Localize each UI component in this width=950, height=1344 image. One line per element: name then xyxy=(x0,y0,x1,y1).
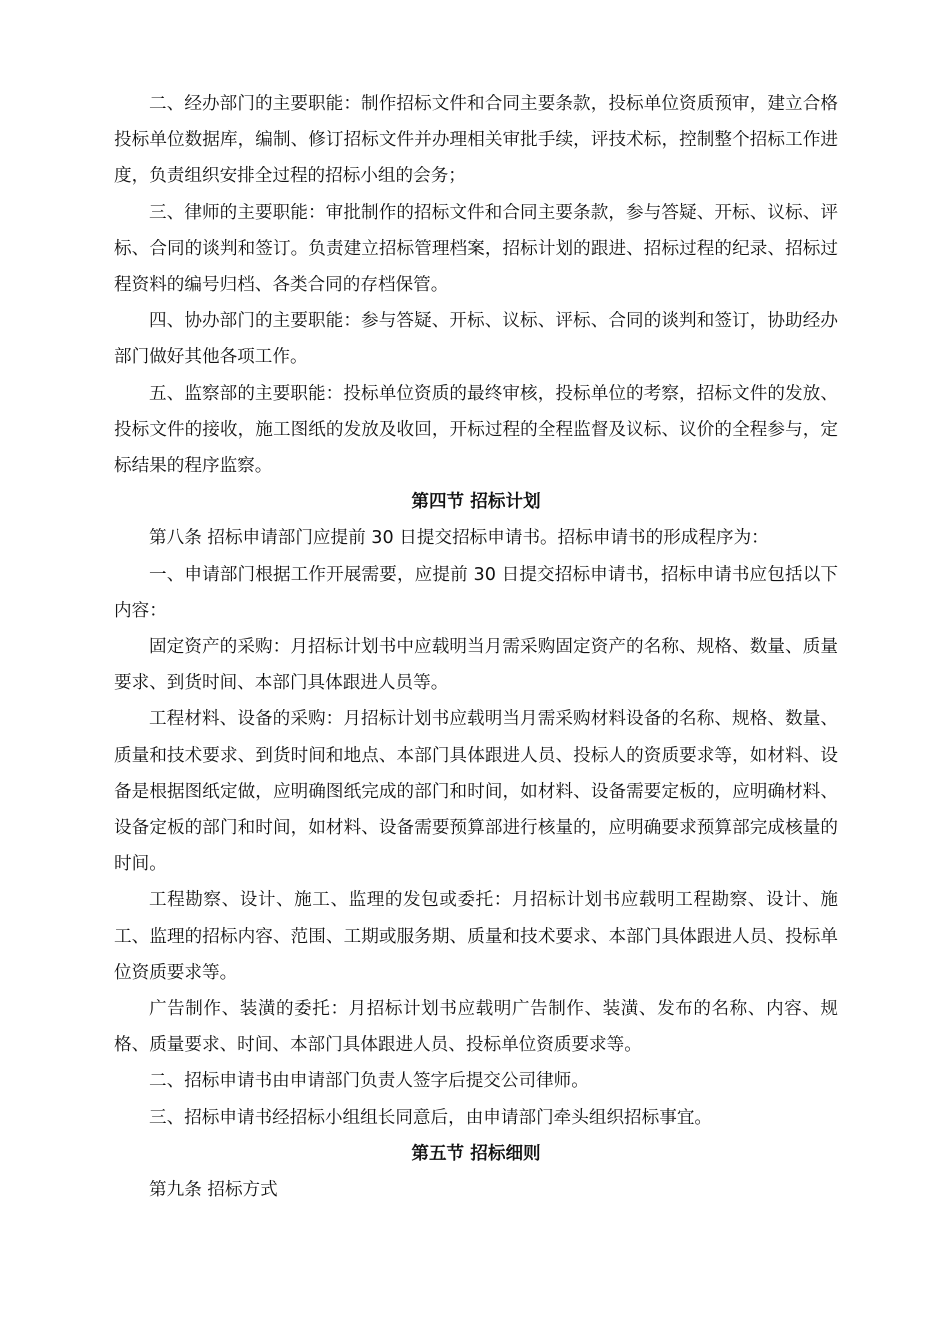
paragraph-organize-bidding: 三、招标申请书经招标小组组长同意后，由申请部门牵头组织招标事宜。 xyxy=(149,1107,713,1128)
section-heading-bidding-plan: 第四节 招标计划 xyxy=(411,492,541,513)
paragraph-fixed-assets: 固定资产的采购：月招标计划书中应载明当月需采购固定资产的名称、规格、数量、质量要求、到货时间、本部门具体跟进人员等。 xyxy=(114,637,838,694)
paragraph-advertising: 广告制作、装潢的委托：月招标计划书应载明广告制作、装潢、发布的名称、内容、规格、质量要求、时间、本部门具体跟进人员、投标单位资质要求等。 xyxy=(114,999,838,1056)
paragraph-engineering-contracting: 工程勘察、设计、施工、监理的发包或委托：月招标计划书应载明工程勘察、设计、施工、监理的招标内容、范围、工期或服务期、质量和技术要求、本部门具体跟进人员、投标单位资质要求等。 xyxy=(114,890,838,983)
paragraph-materials-equipment: 工程材料、设备的采购：月招标计划书应载明当月需采购材料设备的名称、规格、数量、质量和技术要求、到货时间和地点、本部门具体跟进人员、投标人的资质要求等，如材料、设备是根据图纸定做，应明确图纸完成的部门和时间，如材料、设备需要定板的，应明确材料、设备定板的部门和时间，如材料、设备需要预算部进行核量的，应明确要求预算部完成核量的时间。 xyxy=(114,709,838,875)
paragraph-supervision-dept-duties: 五、监察部的主要职能：投标单位资质的最终审核，投标单位的考察，招标文件的发放、投标文件的接收，施工图纸的发放及收回，开标过程的全程监督及议标、议价的全程参与，定标结果的程序监察。 xyxy=(114,383,838,477)
paragraph-signature-submission: 二、招标申请书由申请部门负责人签字后提交公司律师。 xyxy=(149,1071,589,1092)
section-heading-bidding-rules: 第五节 招标细则 xyxy=(411,1143,541,1164)
paragraph-article-9: 第九条 招标方式 xyxy=(149,1180,278,1201)
document-page xyxy=(114,86,838,1208)
paragraph-article-8: 第八条 招标申请部门应提前 30 日提交招标申请书。招标申请书的形成程序为： xyxy=(149,528,769,549)
paragraph-application-contents: 一、申请部门根据工作开展需要，应提前 30 日提交招标申请书，招标申请书应包括以下内容： xyxy=(114,564,838,621)
paragraph-lawyer-duties: 三、律师的主要职能：审批制作的招标文件和合同主要条款，参与答疑、开标、议标、评标、合同的谈判和签订。负责建立招标管理档案，招标计划的跟进、招标过程的纪录、招标过程资料的编号归档、各类合同的存档保管。 xyxy=(114,202,838,296)
paragraph-assisting-dept-duties: 四、协办部门的主要职能：参与答疑、开标、议标、评标、合同的谈判和签订，协助经办部门做好其他各项工作。 xyxy=(114,311,838,368)
paragraph-handling-dept-duties: 二、经办部门的主要职能：制作招标文件和合同主要条款，投标单位资质预审，建立合格投标单位数据库，编制、修订招标文件并办理相关审批手续，评技术标，控制整个招标工作进度，负责组织安排全过程的招标小组的会务； xyxy=(114,94,838,187)
